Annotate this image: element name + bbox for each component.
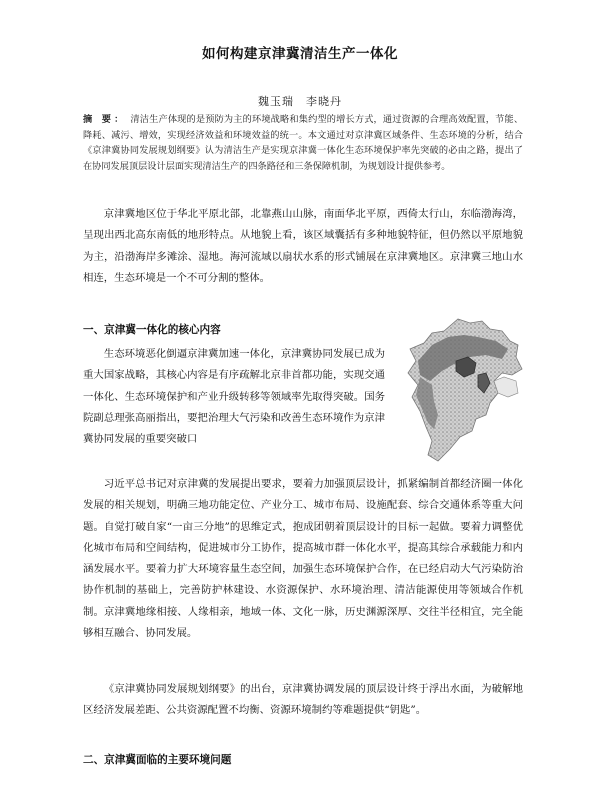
abstract-text: 清洁生产体现的是预防为主的环境战略和集约型的增长方式，通过资源的合理高效配置，节能、降耗、减污、增效，实现经济效益和环境效益的统一。本文通过对京津冀区域条件、生态环境的分析，结合《京津冀协同发展规划纲要》认为清洁生产是实现京津冀一体化生态环境保护率先突破的必由之路，提出了在协同发展顶层设计层面实现清洁生产的四条路径和三条保障机制，为规划设计提供参考。 xyxy=(83,114,524,172)
section1-paragraph-3: 《京津冀协同发展规划纲要》的出台，京津冀协调发展的顶层设计终于浮出水面，为破解地区经济发展差距、公共资源配置不均衡、资源环境制约等难题提供“钥匙”。 xyxy=(83,683,523,717)
abstract-block xyxy=(83,112,523,174)
abstract-label: 摘 要： xyxy=(83,114,127,125)
section-heading-2: 二、京津冀面临的主要环境问题 xyxy=(83,754,232,766)
paper-title: 如何构建京津冀清洁生产一体化 xyxy=(202,46,398,62)
jingjinji-region-map-image xyxy=(398,315,526,465)
section1-paragraph-1: 生态环境恶化倒逼京津冀加速一体化，京津冀协同发展已成为重大国家战略，其核心内容是有序疏解北京非首都功能，实现交通一体化、生态环境保护和产业升级转移等领域率先取得突破。国务院副总理张高丽指出，要把治理大气污染和改善生态环境作为京津冀协同发展的重要突破口 xyxy=(83,348,385,446)
section-heading-1: 一、京津冀一体化的核心内容 xyxy=(83,324,221,336)
intro-paragraph: 京津冀地区位于华北平原北部，北靠燕山山脉，南面华北平原，西倚太行山，东临渤海湾，呈现出西北高东南低的地形特点。从地貌上看，该区域囊括有多种地貌特征，但仍然以平原地貌为主，沿渤海岸多滩涂、湿地。海河流域以扇状水系的形式铺展在京津冀地区。京津冀三地山水相连，生态环境是一个不可分割的整体。 xyxy=(83,208,523,284)
author-names: 魏玉瑞 李晓丹 xyxy=(258,95,342,108)
section1-paragraph-2: 习近平总书记对京津冀的发展提出要求，要着力加强顶层设计，抓紧编制首都经济圈一体化发展的相关规划，明确三地功能定位、产业分工、城市布局、设施配套、综合交通体系等重大问题。自觉打破自家“一亩三分地”的思维定式，抱成团朝着顶层设计的目标一起做。要着力调整优化城市布局和空间结构，促进城市分工协作，提高城市群一体化水平，提高其综合承载能力和内涵发展水平。要着力扩大环境容量生态空间，加强生态环境保护合作，在已经启动大气污染防治协作机制的基础上，完善防护林建设、水资源保护、水环境治理、清洁能源使用等领域合作机制。京津冀地缘相接、人缘相亲，地域一体、文化一脉，历史渊源深厚、交往半径相宜，完全能够相互融合、协同发展。 xyxy=(83,478,523,640)
